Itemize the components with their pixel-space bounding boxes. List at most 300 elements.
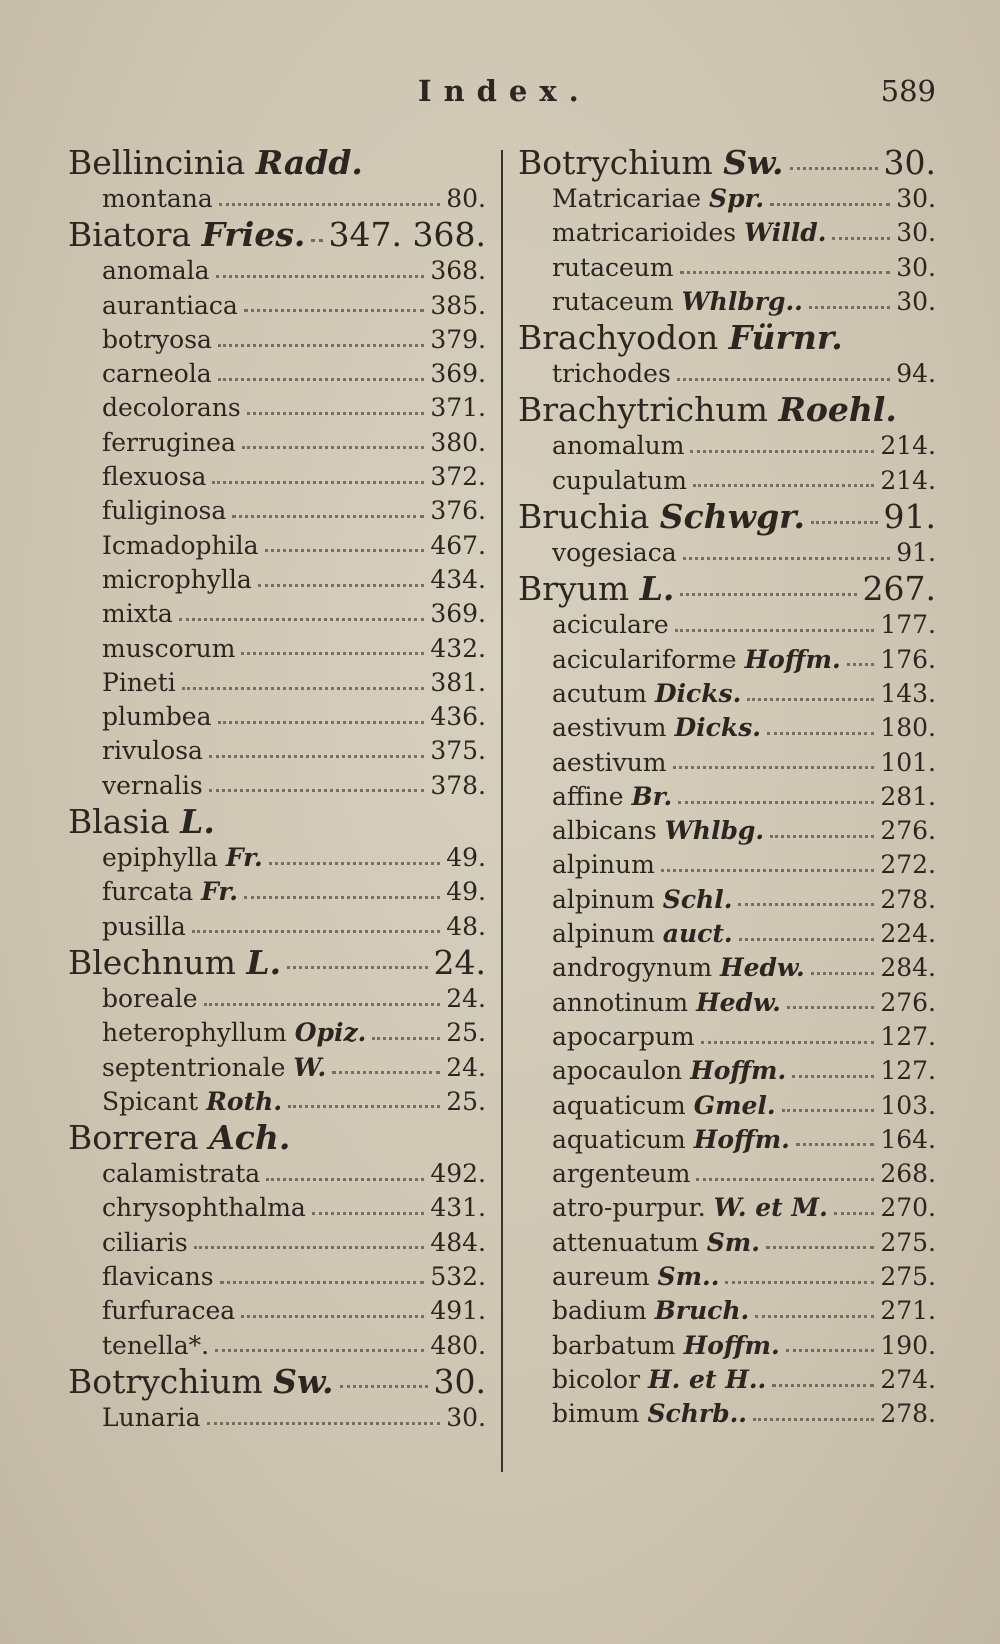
page-reference: 480. bbox=[430, 1330, 486, 1360]
taxon-name: Spicant bbox=[102, 1086, 199, 1116]
leader-dots bbox=[212, 471, 424, 484]
leader-dots bbox=[786, 1339, 875, 1352]
leader-dots bbox=[701, 1031, 875, 1044]
page-reference: 127. bbox=[880, 1056, 936, 1086]
leader-dots bbox=[790, 157, 878, 170]
taxon-name: aquaticum bbox=[552, 1090, 686, 1120]
taxon-name: Blechnum bbox=[68, 943, 236, 982]
page-reference: 30. bbox=[896, 286, 936, 316]
entry-name bbox=[552, 608, 669, 642]
page-reference: 532. bbox=[430, 1262, 486, 1292]
taxon-name: fuliginosa bbox=[102, 496, 227, 526]
taxon-name: aureum bbox=[552, 1262, 650, 1292]
taxon-name: badium bbox=[552, 1296, 647, 1326]
index-species-entry bbox=[518, 1294, 936, 1328]
taxon-name: botryosa bbox=[102, 324, 212, 354]
taxon-name: cupulatum bbox=[552, 465, 687, 495]
index-species-entry bbox=[68, 1016, 486, 1050]
index-species-entry bbox=[518, 1397, 936, 1431]
taxon-author: W. bbox=[293, 1052, 327, 1082]
leader-dots bbox=[847, 653, 875, 666]
taxon-name: affine bbox=[552, 781, 624, 811]
leader-dots bbox=[680, 583, 856, 596]
leader-dots bbox=[244, 886, 440, 899]
leader-dots bbox=[677, 368, 890, 381]
taxon-name: montana bbox=[102, 184, 213, 213]
index-species-entry bbox=[518, 285, 936, 319]
index-species-entry bbox=[518, 608, 936, 642]
page-reference: 372. bbox=[430, 462, 486, 492]
page-header bbox=[0, 74, 1000, 124]
leader-dots bbox=[204, 993, 441, 1006]
index-species-entry bbox=[68, 1157, 486, 1191]
index-species-entry bbox=[518, 951, 936, 985]
index-species-entry bbox=[68, 1191, 486, 1225]
taxon-name: aquaticum bbox=[552, 1124, 686, 1154]
entry-name bbox=[552, 1226, 760, 1260]
taxon-author: Fr. bbox=[225, 843, 263, 873]
index-species-entry bbox=[518, 986, 936, 1020]
leader-dots bbox=[241, 1305, 424, 1318]
entry-name bbox=[552, 1363, 766, 1397]
index-species-entry bbox=[518, 536, 936, 570]
taxon-name: androgynum bbox=[552, 953, 713, 983]
entry-name bbox=[552, 429, 684, 463]
leader-dots bbox=[287, 956, 427, 969]
leader-dots bbox=[747, 688, 874, 701]
index-species-entry bbox=[518, 182, 936, 216]
taxon-author: Fr. bbox=[201, 877, 239, 907]
entry-name bbox=[552, 746, 667, 780]
leader-dots bbox=[696, 1168, 874, 1181]
page-reference: 270. bbox=[880, 1193, 936, 1223]
leader-dots bbox=[194, 1236, 425, 1249]
entry-name bbox=[68, 216, 305, 254]
leader-dots bbox=[182, 677, 425, 690]
leader-dots bbox=[690, 440, 874, 453]
index-species-entry bbox=[68, 289, 486, 323]
entry-name bbox=[552, 182, 764, 216]
index-species-entry bbox=[518, 780, 936, 814]
leader-dots bbox=[683, 547, 891, 560]
taxon-author: Schwgr. bbox=[659, 498, 805, 537]
taxon-name: aestivum bbox=[552, 747, 667, 777]
taxon-author: Hoffm. bbox=[693, 1124, 790, 1154]
entry-name bbox=[552, 1054, 786, 1088]
page-reference: 224. bbox=[880, 919, 936, 949]
taxon-name: bimum bbox=[552, 1399, 640, 1429]
index-species-entry bbox=[518, 814, 936, 848]
taxon-name: chrysophthalma bbox=[102, 1193, 306, 1223]
taxon-name: Icmadophila bbox=[102, 530, 259, 560]
page-reference: 347. 368. bbox=[328, 215, 486, 255]
entry-name bbox=[102, 1191, 306, 1225]
entry-name bbox=[102, 182, 213, 216]
page-reference: 278. bbox=[880, 1399, 936, 1429]
leader-dots bbox=[209, 779, 425, 792]
page-reference: 24. bbox=[446, 983, 486, 1013]
entry-name bbox=[102, 1016, 366, 1050]
taxon-name: trichodes bbox=[552, 359, 671, 389]
entry-name bbox=[102, 1260, 214, 1294]
page-reference: 30. bbox=[896, 218, 936, 248]
entry-name bbox=[518, 570, 674, 608]
index-column-left bbox=[68, 144, 486, 1435]
leader-dots bbox=[218, 711, 425, 724]
index-genus-entry bbox=[68, 1119, 486, 1157]
index-species-entry bbox=[68, 841, 486, 875]
page-reference: 30. bbox=[433, 1361, 486, 1401]
entry-name bbox=[102, 632, 235, 666]
page-reference: 274. bbox=[880, 1364, 936, 1394]
leader-dots bbox=[738, 893, 874, 906]
taxon-name: Pineti bbox=[102, 667, 176, 697]
entry-name bbox=[102, 700, 212, 734]
leader-dots bbox=[258, 574, 424, 587]
entry-name bbox=[102, 910, 186, 944]
page-reference: 281. bbox=[880, 781, 936, 811]
page-reference: 164. bbox=[880, 1124, 936, 1154]
taxon-name: rivulosa bbox=[102, 736, 203, 766]
page-reference: 49. bbox=[446, 877, 486, 907]
taxon-name: attenuatum bbox=[552, 1227, 699, 1257]
index-species-entry bbox=[518, 251, 936, 285]
index-genus-entry bbox=[68, 216, 486, 254]
index-species-entry bbox=[518, 464, 936, 498]
index-species-entry bbox=[518, 1089, 936, 1123]
entry-name bbox=[552, 216, 826, 250]
entry-name bbox=[102, 666, 176, 700]
index-species-entry bbox=[68, 460, 486, 494]
page-reference: 180. bbox=[880, 713, 936, 743]
entry-name bbox=[552, 986, 781, 1020]
page-reference: 101. bbox=[880, 747, 936, 777]
entry-name bbox=[102, 323, 212, 357]
index-species-entry bbox=[68, 1051, 486, 1085]
entry-name bbox=[102, 289, 238, 323]
leader-dots bbox=[782, 1099, 875, 1112]
page-reference: 25. bbox=[446, 1018, 486, 1048]
entry-name bbox=[552, 536, 677, 570]
page-reference: 492. bbox=[430, 1159, 486, 1189]
taxon-name: furcata bbox=[102, 877, 194, 907]
taxon-name: tenella*. bbox=[102, 1330, 210, 1360]
entry-name bbox=[102, 841, 263, 875]
entry-name bbox=[102, 426, 236, 460]
leader-dots bbox=[678, 791, 874, 804]
index-genus-entry bbox=[518, 498, 936, 536]
taxon-name: boreale bbox=[102, 983, 198, 1013]
index-species-entry bbox=[68, 391, 486, 425]
index-species-entry bbox=[518, 429, 936, 463]
taxon-name: carneola bbox=[102, 359, 212, 389]
index-genus-entry bbox=[68, 944, 486, 982]
index-species-entry bbox=[68, 700, 486, 734]
index-species-entry bbox=[68, 529, 486, 563]
entry-name bbox=[68, 803, 215, 841]
page-reference: 379. bbox=[430, 324, 486, 354]
leader-dots bbox=[192, 920, 440, 933]
index-species-entry bbox=[518, 883, 936, 917]
leader-dots bbox=[739, 928, 875, 941]
column-divider bbox=[501, 150, 503, 1472]
leader-dots bbox=[209, 745, 424, 758]
page-reference: 431. bbox=[430, 1193, 486, 1223]
leader-dots bbox=[266, 1168, 424, 1181]
taxon-name: mixta bbox=[102, 599, 173, 629]
entry-name bbox=[552, 1191, 828, 1225]
page-reference: 271. bbox=[880, 1296, 936, 1326]
entry-name bbox=[552, 1260, 719, 1294]
entry-name bbox=[552, 1397, 747, 1431]
index-species-entry bbox=[68, 1401, 486, 1435]
leader-dots bbox=[218, 368, 425, 381]
leader-dots bbox=[755, 1305, 874, 1318]
page-reference: 214. bbox=[880, 465, 936, 495]
page-reference: 369. bbox=[430, 599, 486, 629]
page-reference: 381. bbox=[430, 667, 486, 697]
index-species-entry bbox=[68, 1294, 486, 1328]
leader-dots bbox=[767, 722, 874, 735]
leader-dots bbox=[311, 229, 322, 242]
leader-dots bbox=[220, 1271, 425, 1284]
taxon-name: aestivum bbox=[552, 713, 667, 743]
taxon-name: ciliaris bbox=[102, 1227, 188, 1257]
taxon-name: septentrionale bbox=[102, 1052, 286, 1082]
taxon-name: Blasia bbox=[68, 803, 170, 842]
entry-name bbox=[102, 1226, 188, 1260]
taxon-name: flavicans bbox=[102, 1262, 214, 1292]
taxon-name: Bruchia bbox=[518, 498, 650, 537]
index-genus-entry bbox=[518, 144, 936, 182]
taxon-name: alpinum bbox=[552, 884, 655, 914]
index-column-right bbox=[518, 144, 936, 1432]
taxon-name: rutaceum bbox=[552, 252, 674, 282]
entry-name bbox=[552, 251, 674, 285]
page-reference: 48. bbox=[446, 911, 486, 941]
entry-name bbox=[68, 1363, 334, 1401]
entry-name bbox=[552, 1020, 695, 1054]
leader-dots bbox=[770, 825, 874, 838]
index-species-entry bbox=[518, 848, 936, 882]
index-species-entry bbox=[68, 632, 486, 666]
page-reference: 267. bbox=[862, 569, 936, 609]
page-reference: 275. bbox=[880, 1227, 936, 1257]
entry-name bbox=[102, 1157, 260, 1191]
taxon-name: Bryum bbox=[518, 570, 630, 609]
taxon-author: Sw. bbox=[273, 1362, 334, 1401]
page-reference: 143. bbox=[880, 678, 936, 708]
entry-name bbox=[552, 780, 672, 814]
page-reference: 30. bbox=[883, 143, 936, 182]
index-species-entry bbox=[68, 734, 486, 768]
taxon-author: Whlbg. bbox=[664, 816, 765, 846]
taxon-name: Lunaria bbox=[102, 1402, 201, 1432]
leader-dots bbox=[218, 334, 424, 347]
taxon-author: Schl. bbox=[662, 884, 733, 914]
page-reference: 467. bbox=[430, 530, 486, 560]
taxon-name: Botrychium bbox=[518, 144, 713, 182]
index-species-entry bbox=[518, 1329, 936, 1363]
taxon-author: Sm.. bbox=[657, 1262, 720, 1292]
leader-dots bbox=[288, 1095, 440, 1108]
leader-dots bbox=[179, 608, 425, 621]
taxon-name: calamistrata bbox=[102, 1159, 261, 1189]
taxon-name: Brachyodon bbox=[518, 319, 719, 358]
leader-dots bbox=[809, 296, 890, 309]
taxon-author: Sm. bbox=[706, 1227, 760, 1257]
page-reference: 432. bbox=[430, 633, 486, 663]
leader-dots bbox=[753, 1408, 874, 1421]
leader-dots bbox=[673, 756, 875, 769]
page-reference: 127. bbox=[880, 1021, 936, 1051]
entry-name bbox=[102, 769, 203, 803]
leader-dots bbox=[372, 1027, 440, 1040]
taxon-author: Hedw. bbox=[696, 987, 781, 1017]
page-reference: 371. bbox=[430, 393, 486, 423]
leader-dots bbox=[787, 996, 875, 1009]
leader-dots bbox=[766, 1236, 874, 1249]
entry-name bbox=[518, 144, 784, 182]
entry-name bbox=[552, 1123, 790, 1157]
taxon-author: Hoffm. bbox=[690, 1056, 787, 1086]
taxon-name: aurantiaca bbox=[102, 290, 238, 320]
taxon-author: Sw. bbox=[723, 144, 784, 182]
index-species-entry bbox=[68, 323, 486, 357]
page-reference: 434. bbox=[430, 564, 486, 594]
taxon-name: ferruginea bbox=[102, 427, 236, 457]
leader-dots bbox=[834, 1202, 875, 1215]
index-species-entry bbox=[68, 597, 486, 631]
taxon-author: Br. bbox=[631, 781, 673, 811]
taxon-name: alpinum bbox=[552, 850, 655, 880]
taxon-name: alpinum bbox=[552, 919, 655, 949]
leader-dots bbox=[265, 539, 425, 552]
taxon-name: aciculare bbox=[552, 610, 669, 640]
leader-dots bbox=[215, 1339, 424, 1352]
page-reference: 378. bbox=[430, 770, 486, 800]
taxon-name: pusilla bbox=[102, 911, 186, 941]
page-reference: 276. bbox=[880, 987, 936, 1017]
index-species-entry bbox=[518, 677, 936, 711]
page-reference: 214. bbox=[880, 431, 936, 461]
page-reference: 272. bbox=[880, 850, 936, 880]
taxon-author: Spr. bbox=[709, 184, 765, 213]
index-species-entry bbox=[518, 1157, 936, 1191]
page-reference: 103. bbox=[880, 1090, 936, 1120]
page-reference: 491. bbox=[430, 1296, 486, 1326]
taxon-name: plumbea bbox=[102, 702, 212, 732]
index-species-entry bbox=[68, 1226, 486, 1260]
leader-dots bbox=[244, 299, 425, 312]
leader-dots bbox=[332, 1061, 440, 1074]
running-head: Index. bbox=[418, 74, 591, 108]
taxon-name: rutaceum bbox=[552, 286, 674, 316]
page-reference: 276. bbox=[880, 816, 936, 846]
entry-name bbox=[102, 734, 203, 768]
entry-name bbox=[102, 982, 198, 1016]
page-reference: 91. bbox=[883, 497, 936, 537]
leader-dots bbox=[811, 511, 878, 524]
page-reference: 190. bbox=[880, 1330, 936, 1360]
index-genus-entry bbox=[518, 319, 936, 357]
page-reference: 30. bbox=[896, 184, 936, 213]
taxon-name: apocaulon bbox=[552, 1056, 683, 1086]
index-species-entry bbox=[68, 563, 486, 597]
leader-dots bbox=[675, 619, 875, 632]
index-species-entry bbox=[68, 1329, 486, 1363]
page-reference: 376. bbox=[430, 496, 486, 526]
taxon-author: Dicks. bbox=[654, 678, 742, 708]
taxon-author: Willd. bbox=[744, 218, 827, 248]
index-species-entry bbox=[68, 769, 486, 803]
taxon-author: L. bbox=[180, 803, 215, 842]
page-reference: 368. bbox=[430, 256, 486, 286]
taxon-author: Ach. bbox=[209, 1119, 291, 1158]
leader-dots bbox=[312, 1202, 425, 1215]
index-species-entry bbox=[518, 357, 936, 391]
leader-dots bbox=[247, 402, 425, 415]
index-species-entry bbox=[518, 746, 936, 780]
entry-name bbox=[68, 944, 281, 982]
taxon-name: Botrychium bbox=[68, 1362, 263, 1401]
taxon-name: matricarioides bbox=[552, 218, 737, 248]
entry-name bbox=[518, 498, 805, 536]
index-genus-entry bbox=[68, 803, 486, 841]
leader-dots bbox=[693, 474, 874, 487]
entry-name bbox=[102, 1329, 209, 1363]
taxon-author: W. et M. bbox=[713, 1193, 828, 1223]
index-species-entry bbox=[518, 1226, 936, 1260]
taxon-name: Brachytrichum bbox=[518, 391, 768, 430]
index-genus-entry bbox=[518, 391, 936, 429]
leader-dots bbox=[340, 1375, 428, 1388]
taxon-author: auct. bbox=[662, 919, 733, 949]
leader-dots bbox=[770, 193, 890, 206]
index-species-entry bbox=[518, 216, 936, 250]
page-reference: 80. bbox=[446, 184, 486, 213]
taxon-name: vernalis bbox=[102, 770, 203, 800]
entry-name bbox=[102, 1051, 326, 1085]
index-genus-entry bbox=[68, 144, 486, 182]
taxon-name: decolorans bbox=[102, 393, 241, 423]
taxon-name: Biatora bbox=[68, 216, 192, 255]
index-species-entry bbox=[68, 1260, 486, 1294]
page-reference: 380. bbox=[430, 427, 486, 457]
index-species-entry bbox=[518, 711, 936, 745]
taxon-name: flexuosa bbox=[102, 462, 207, 492]
index-species-entry bbox=[518, 1191, 936, 1225]
page-reference: 436. bbox=[430, 702, 486, 732]
entry-name bbox=[102, 1294, 235, 1328]
taxon-name: argenteum bbox=[552, 1159, 691, 1189]
leader-dots bbox=[796, 1133, 874, 1146]
entry-name bbox=[552, 357, 671, 391]
page-reference: 177. bbox=[880, 610, 936, 640]
entry-name bbox=[518, 319, 843, 357]
page-reference: 94. bbox=[896, 359, 936, 389]
index-species-entry bbox=[68, 254, 486, 288]
taxon-name: microphylla bbox=[102, 564, 252, 594]
entry-name bbox=[552, 1294, 749, 1328]
taxon-name: vogesiaca bbox=[552, 538, 677, 568]
index-species-entry bbox=[518, 917, 936, 951]
page-reference: 49. bbox=[446, 843, 486, 873]
index-species-entry bbox=[68, 357, 486, 391]
entry-name bbox=[552, 951, 805, 985]
taxon-author: Hoffm. bbox=[744, 644, 841, 674]
taxon-name: apocarpum bbox=[552, 1021, 695, 1051]
